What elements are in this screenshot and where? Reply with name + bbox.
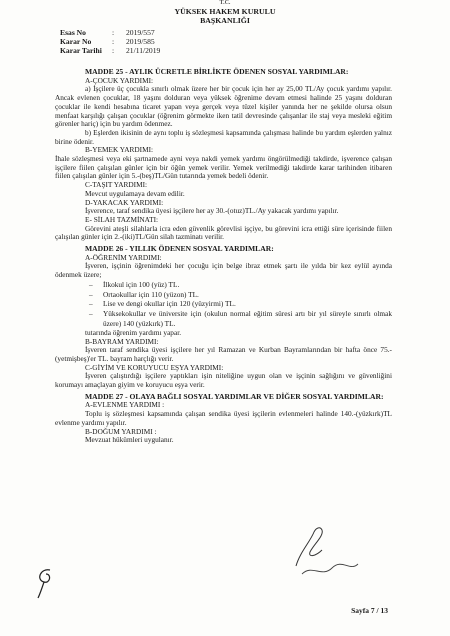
child-allowance-para-b: b) Eşlerden ikisinin de aynı toplu iş sözleşmesi kapsamında çalışması halinde bu yardım eşlerden yalnız birine ödenir. bbox=[55, 127, 392, 146]
list-item: – İlkokul için 100 (yüz) TL. bbox=[89, 280, 392, 290]
marriage-aid-text: Toplu iş sözleşmesi kapsamında çalışan sendika üyesi işçilerin evlenmeleri halinde 140.-(yüzkırk)TL evlenme yardımı yapılır. bbox=[55, 409, 392, 427]
education-aid-title: A-ÖĞRENİM YARDIMI: bbox=[85, 252, 162, 262]
meta-key: Karar No bbox=[60, 37, 92, 46]
meta-value: 2019/557 bbox=[126, 28, 155, 37]
child-allowance-para-a: a) İşçilere üç çocukla sınırlı olmak üzere her bir çocuk için her ay 25,00 TL/Ay çocuk yardımı yapılır. Ancak evlenen çocuklar, 18 yaşını dolduran veya yüksek öğrenime devam etmesi halinde 25 yaşını dolduran çocuklar ile kendi hesabına ticaret yapan veya gerçek veya tüzel kişiler yanında her ne şekilde olursa olsun menfaat karşılığı çalışan çocuklar (öğrenim görmekte iken tatil devresinde çalışanlar ile staj veya mesleki eğitim görenler hariç) için bu yardım ödenmez. bbox=[55, 84, 392, 129]
child-allowance-title: A-ÇOCUK YARDIMI: bbox=[85, 75, 154, 85]
education-aid-text: İşveren, işçinin öğrenimdeki her çocuğu için belge ibraz etmek şartı ile yılda bir kez eylül ayında ödenmek üzere; bbox=[55, 261, 392, 280]
meta-key: Karar Tarihi bbox=[60, 46, 102, 55]
meta-value: 21/11/2019 bbox=[126, 46, 161, 55]
header-subtitle: BAŞKANLIĞI bbox=[200, 16, 250, 25]
article-26-heading: MADDE 26 - YILLIK ÖDENEN SOSYAL YARDIMLAR: bbox=[85, 244, 274, 254]
weapon-compensation-text: Görevini ateşli silahlarla icra eden güvenlik görevlisi işçiye, bu görevini icra ettiği süre içerisinde fiilen çalışılan günler için 2.-(iki)TL/Gün silah tazminatı verilir. bbox=[55, 223, 392, 242]
transport-allowance-title: C-TAŞIT YARDIMI: bbox=[85, 180, 148, 190]
page-number: Sayfa 7 / 13 bbox=[351, 606, 388, 615]
header-tc: T.C. bbox=[219, 0, 231, 6]
birth-aid-text: Mevzuat hükümleri uygulanır. bbox=[85, 435, 174, 445]
case-metadata bbox=[60, 28, 160, 55]
weapon-compensation-title: E- SİLAH TAZMİNATI: bbox=[85, 214, 159, 224]
list-item: – Ortaokullar için 110 (yüzon) TL. bbox=[89, 290, 392, 300]
clothing-aid-title: C-GİYİM VE KORUYUCU EŞYA YARDIMI: bbox=[85, 362, 224, 372]
meta-tarih-row bbox=[60, 46, 160, 55]
meta-sep: : bbox=[112, 37, 115, 46]
holiday-aid-text: İşveren taraf sendika üyesi işçilere her yıl Ramazan ve Kurban Bayramlarından bir hafta önce 75.-(yetmişbeş)'er TL. bayram harçlığı verir. bbox=[55, 345, 392, 363]
document-header bbox=[0, 0, 450, 25]
clothing-aid-text: İşveren çalıştırdığı işçilere yaptıkları işin niteliğine uygun olan ve işçinin sağlığını ve güvenliğini korumayı amaçlayan giyim ve koruyucu eşya verir. bbox=[55, 371, 392, 390]
meal-allowance-title: B-YEMEK YARDIMI: bbox=[85, 145, 154, 155]
meta-sep: : bbox=[112, 28, 115, 37]
fuel-allowance-text: İşverence, taraf sendika üyesi işçilere her ay 30.-(otuz)TL./Ay yakacak yardımı yapılır. bbox=[85, 206, 339, 216]
header-title: YÜKSEK HAKEM KURULU bbox=[174, 7, 276, 16]
marriage-aid-title: A-EVLENME YARDIMI : bbox=[85, 400, 165, 410]
list-item: – Yüksekokullar ve üniversite için (okulun normal eğitim süresi artı bir yıl süreyle sınırlı olmak üzere) 140 (yüzkırk) TL. bbox=[89, 309, 392, 329]
meta-esas-row bbox=[60, 28, 160, 37]
transport-allowance-text: Mevcut uygulamaya devam edilir. bbox=[85, 188, 185, 198]
meal-allowance-text: İhale sözleşmesi veya eki şartnamede ayni veya nakdi yemek yardımı öngörülmediği takdirde, işverence çalışan işçilere fiilen çalışılan günler için bir öğün yemek verilir. Yemek verilmediği takdirde karar tarihinden itibaren fiilen çalışılan günler için 5.-(beş)TL/Gün tutarında yemek bedeli ödenir. bbox=[55, 154, 392, 181]
article-25-heading: MADDE 25 - AYLIK ÜCRETLE BİRLİKTE ÖDENEN SOSYAL YARDIMLAR: bbox=[85, 67, 349, 76]
meta-karar-row bbox=[60, 37, 160, 46]
holiday-aid-title: B-BAYRAM YARDIMI: bbox=[85, 336, 159, 346]
meta-key: Esas No bbox=[60, 28, 86, 37]
birth-aid-title: B-DOĞUM YARDIMI : bbox=[85, 426, 157, 436]
document-body bbox=[55, 68, 392, 445]
signature-mark bbox=[300, 560, 360, 580]
meta-sep: : bbox=[112, 46, 115, 55]
education-aid-list bbox=[55, 280, 392, 329]
education-aid-end: tutarında öğrenim yardımı yapar. bbox=[85, 327, 182, 337]
initials-mark bbox=[32, 566, 58, 600]
fuel-allowance-title: D-YAKACAK YARDIMI: bbox=[85, 197, 164, 207]
meta-value: 2019/585 bbox=[126, 37, 155, 46]
article-27-heading: MADDE 27 - OLAYA BAĞLI SOSYAL YARDIMLAR VE DİĞER SOSYAL YARDIMLAR: bbox=[85, 391, 384, 401]
list-item: – Lise ve dengi okullar için 120 (yüzyirmi) TL. bbox=[89, 299, 392, 309]
